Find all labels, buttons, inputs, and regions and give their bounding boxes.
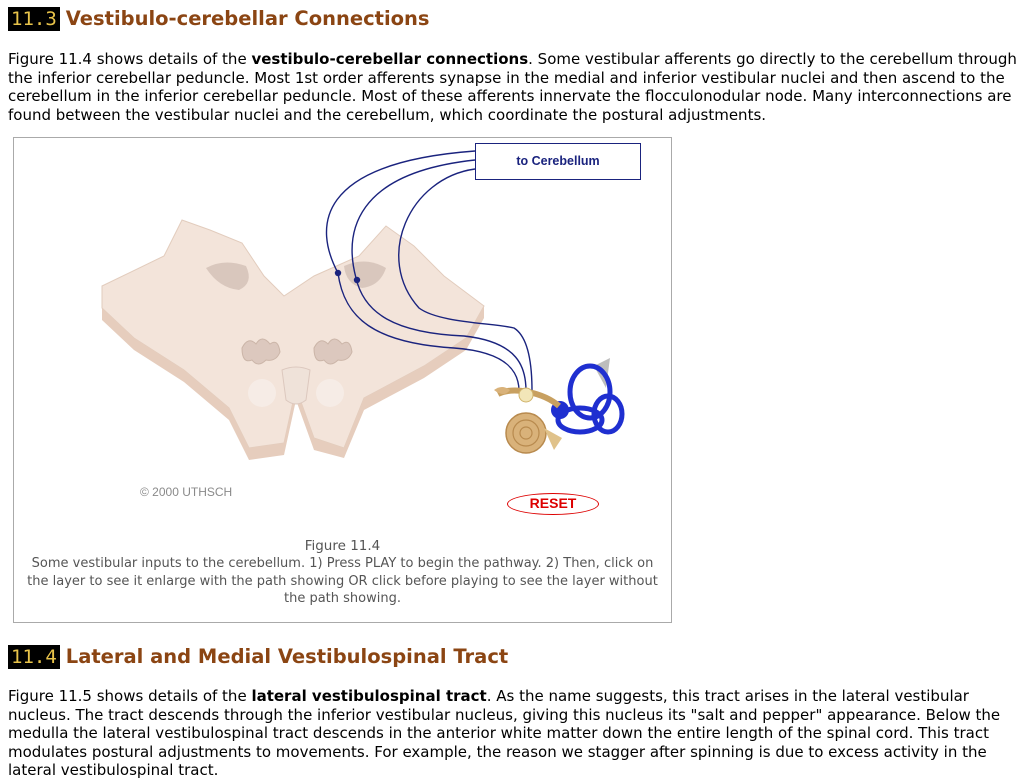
vestibulo-cerebellar-diagram[interactable]: [14, 138, 671, 538]
brainstem-section-illustration[interactable]: [102, 220, 484, 460]
section-number: 11.4: [8, 645, 60, 669]
pathway-node: [354, 277, 360, 283]
section-11-3-paragraph: Figure 11.4 shows details of the vestibulo-cerebellar connections. Some vestibular afferents go directly to the cerebellum through the inferior cerebellar peduncle. Most 1st order afferents synapse in the medial and inferior vestibular nuclei and then ascend to the cerebellum in the inferior cerebellar peduncle. Most of these afferents innervate the flocculonodular node. Many interconnections are found between the vestibular nuclei and the cerebellum, which coordinate the postural adjustments.: [8, 50, 1017, 124]
copyright-text: © 2000 UTHSCH: [140, 485, 233, 499]
section-title: Lateral and Medial Vestibulospinal Tract: [65, 645, 509, 668]
bold-term: lateral vestibulospinal tract: [251, 687, 487, 705]
figure-11-4: [13, 137, 672, 623]
bold-term: vestibulo-cerebellar connections: [251, 50, 529, 68]
figure-title: Figure 11.4: [304, 538, 381, 554]
section-11-4-paragraph: Figure 11.5 shows details of the lateral vestibulospinal tract. As the name suggests, this tract arises in the lateral vestibular nucleus. The tract descends through the inferior vestibular nucleus, giving this nucleus its "salt and pepper" appearance. Below the medulla the lateral vestibulospinal tract descends in the anterior white matter down the entire length of the spinal cord. This tract modulates postural adjustments to movements. For example, the reason we stagger after spinning is due to excess activity in the lateral vestibulospinal tract.: [8, 687, 1001, 779]
reset-button[interactable]: RESET: [507, 493, 599, 515]
figure-caption: Some vestibular inputs to the cerebellum. 1) Press PLAY to begin the pathway. 2) Then, click on the layer to see it enlarge with the path showing OR click before playing to see the layer without the path showing.: [27, 556, 658, 606]
section-11-3-heading: [8, 7, 430, 31]
section-number: 11.3: [8, 7, 60, 31]
section-11-4-heading: [8, 645, 508, 669]
section-title: Vestibulo-cerebellar Connections: [65, 7, 430, 30]
pathway-node: [335, 270, 341, 276]
to-cerebellum-box[interactable]: to Cerebellum: [475, 143, 641, 180]
